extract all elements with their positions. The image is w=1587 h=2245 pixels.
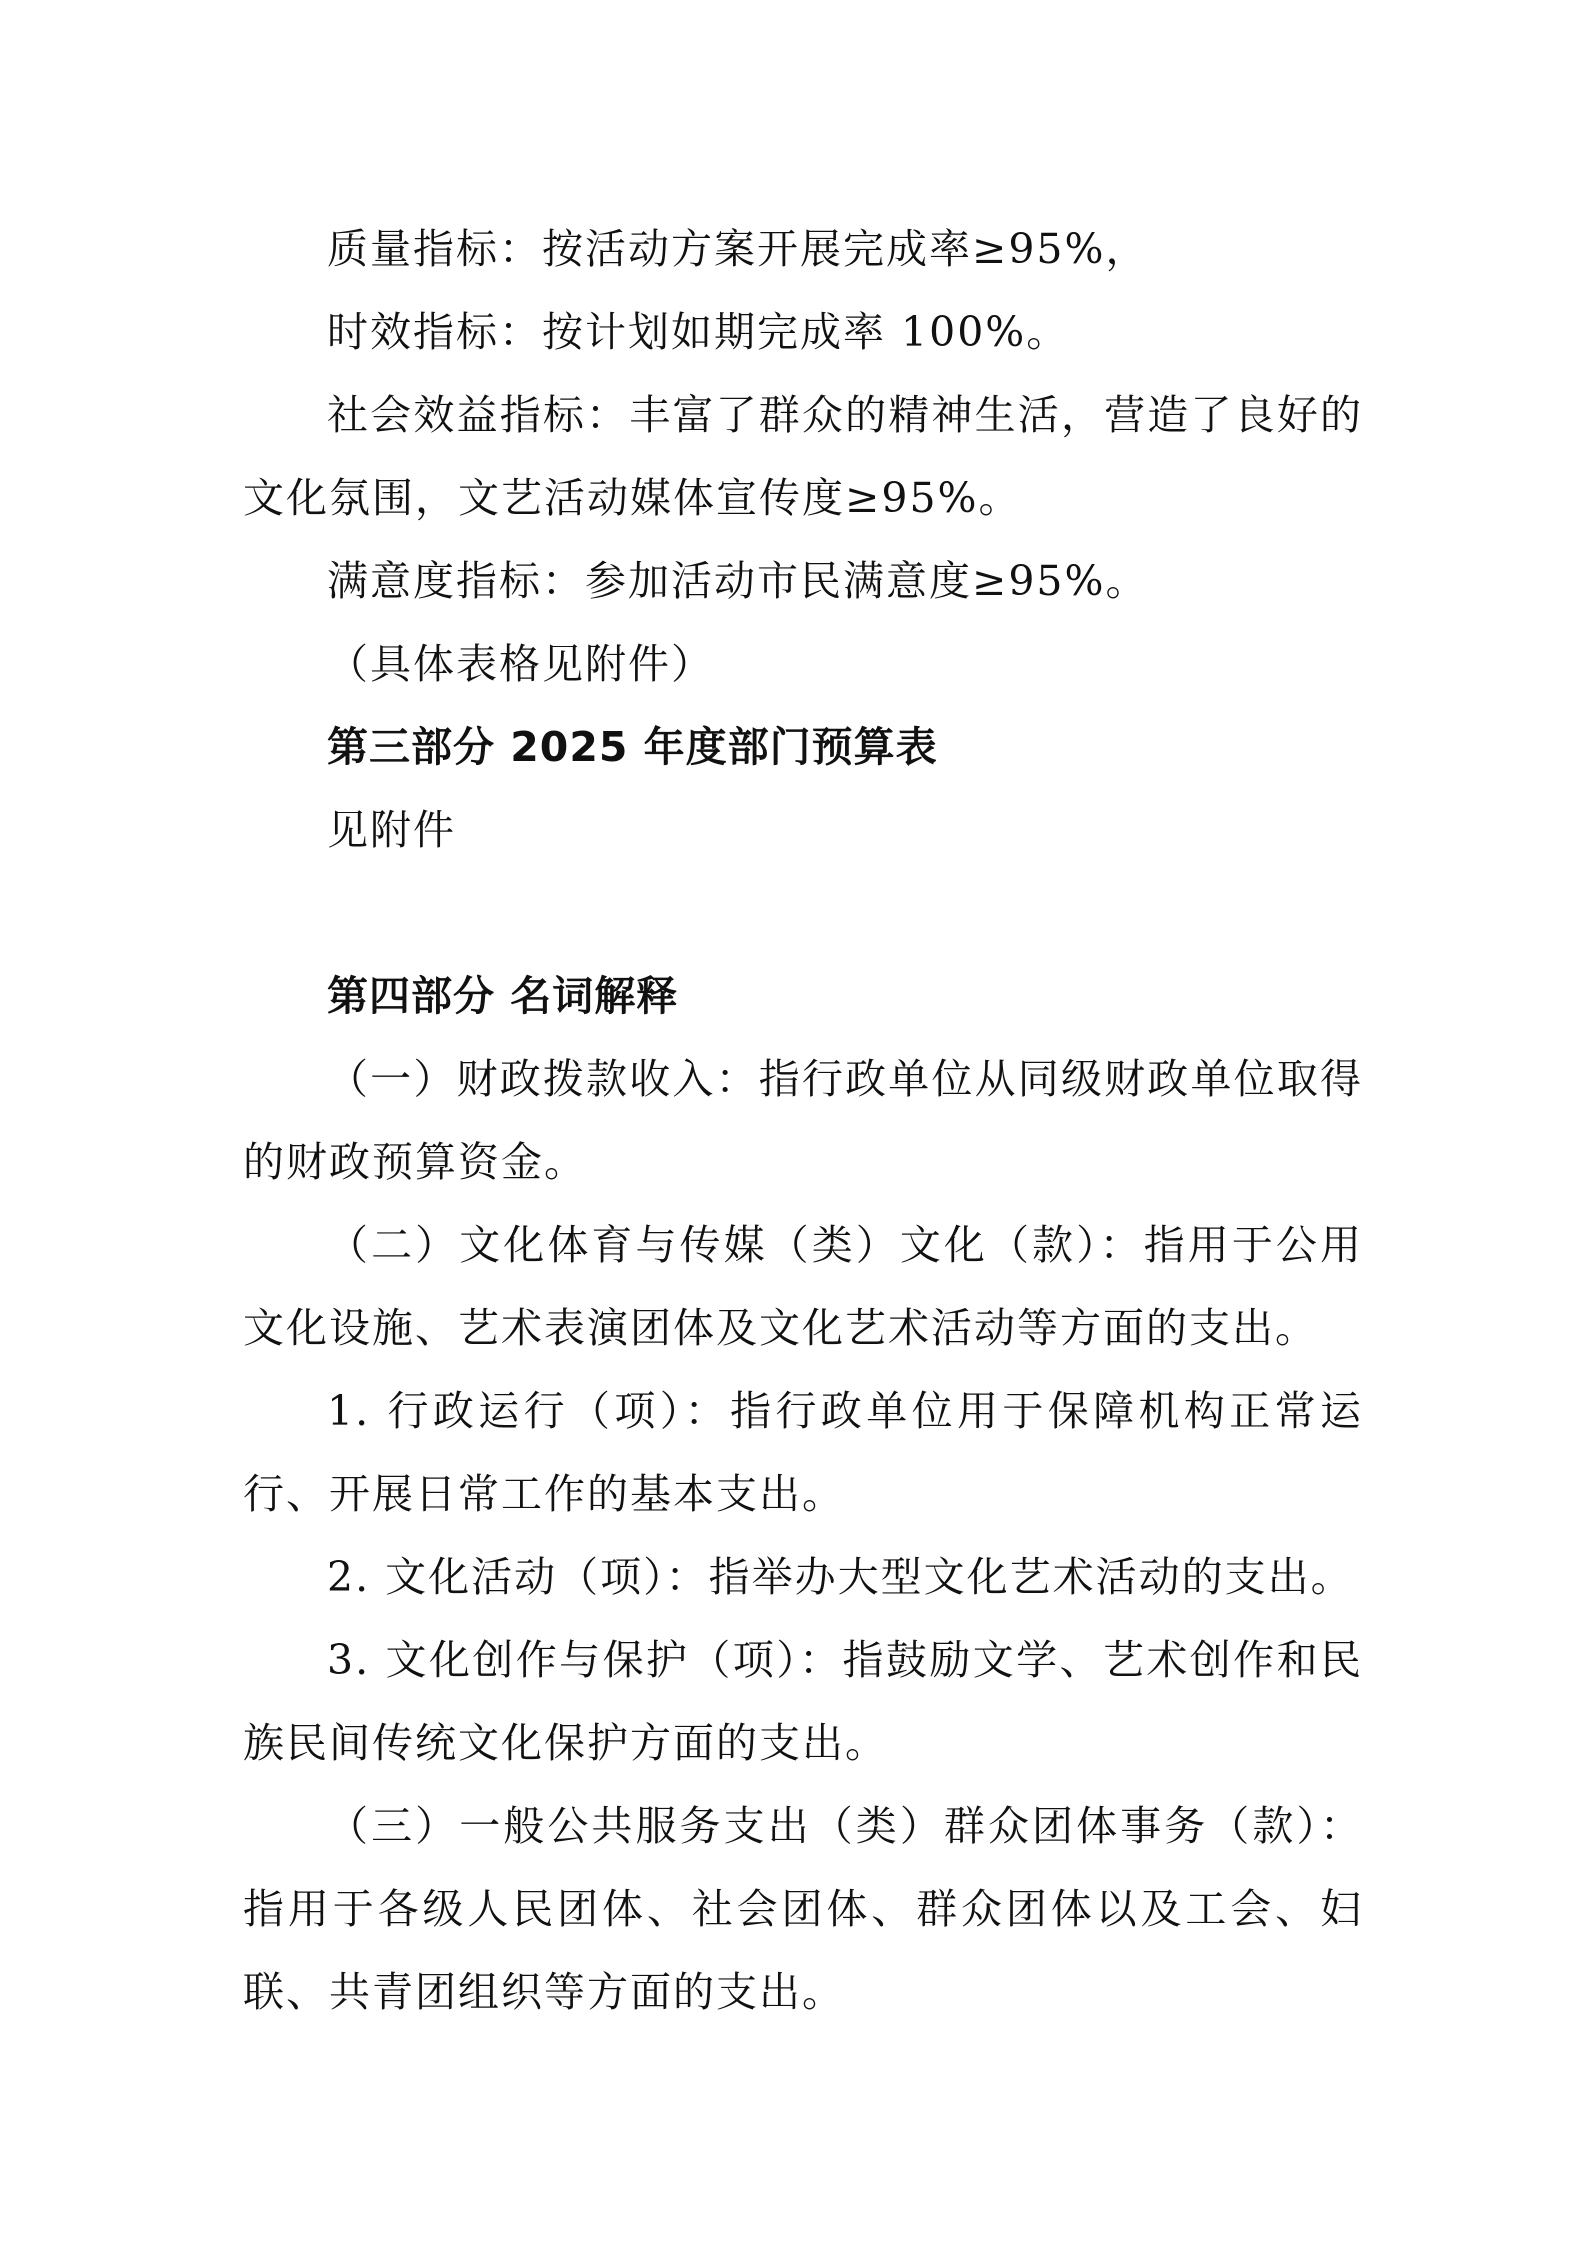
attachment-note: （具体表格见附件） [327, 640, 714, 688]
definition-cultural-creation: 3. 文化创作与保护（项）：指鼓励文学、艺术创作和民族民间传统文化保护方面的支出。 [243, 1636, 1363, 1767]
section-spacer [243, 872, 1363, 955]
see-attachment-text: 见附件 [327, 806, 456, 854]
social-benefit-indicator-text: 社会效益指标：丰富了群众的精神生活，营造了良好的文化氛围，文艺活动媒体宣传度≥95%。 [243, 391, 1363, 522]
definition-admin-operation: 1. 行政运行（项）：指行政单位用于保障机构正常运行、开展日常工作的基本支出。 [243, 1387, 1363, 1518]
satisfaction-indicator-text: 满意度指标：参加活动市民满意度≥95%。 [327, 557, 1149, 605]
definition-cultural-activities: 2. 文化活动（项）：指举办大型文化艺术活动的支出。 [327, 1553, 1354, 1601]
part-three-heading: 第三部分 2025 年度部门预算表 [327, 723, 938, 771]
definition-culture-media: （二）文化体育与传媒（类）文化（款）：指用于公用文化设施、艺术表演团体及文化艺术活动等方面的支出。 [243, 1221, 1363, 1352]
timeliness-indicator-text: 时效指标：按计划如期完成率 100%。 [327, 308, 1070, 356]
quality-indicator-text: 质量指标：按活动方案开展完成率≥95%， [327, 225, 1149, 273]
document-body [243, 208, 1363, 2034]
definition-mass-organizations: （三）一般公共服务支出（类）群众团体事务（款）：指用于各级人民团体、社会团体、群众团体以及工会、妇联、共青团组织等方面的支出。 [243, 1802, 1363, 2016]
part-four-heading: 第四部分 名词解释 [327, 972, 679, 1020]
definition-fiscal-revenue: （一）财政拨款收入：指行政单位从同级财政单位取得的财政预算资金。 [243, 1055, 1363, 1186]
